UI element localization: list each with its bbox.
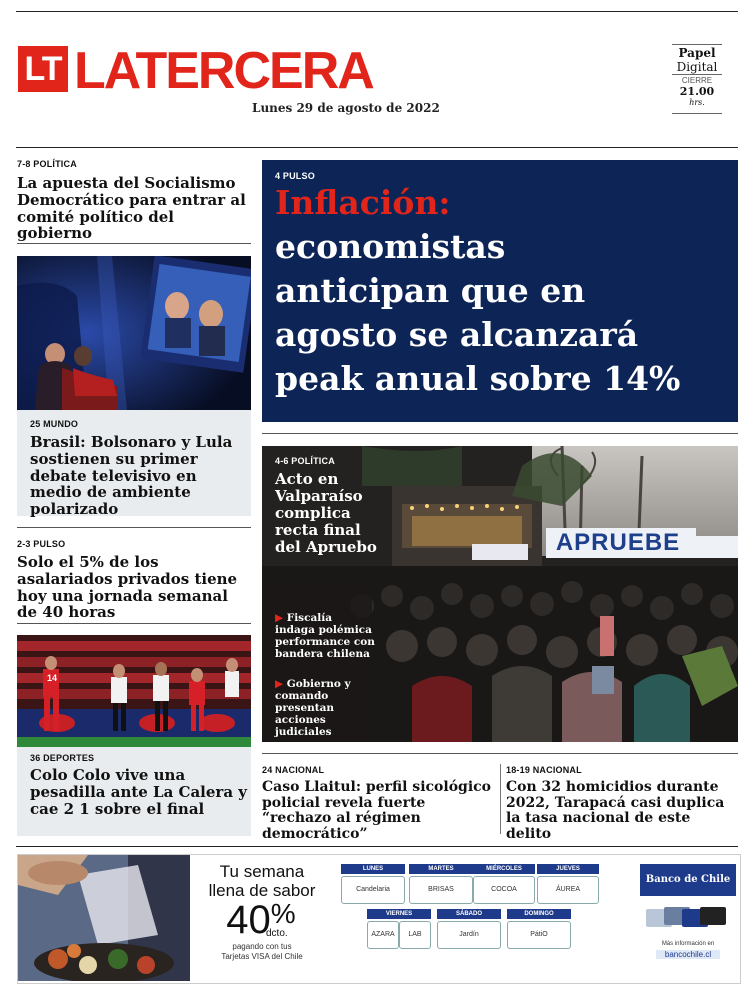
bottom-story2-section: 18-19 NACIONAL [506,765,582,775]
story4-section: 36 DEPORTES [30,753,95,763]
bottom-story1-section: 24 NACIONAL [262,765,325,775]
ad-day-lunes: LUNES [341,864,405,874]
bullet-text: Gobierno y comando presentan acciones judiciales [275,678,351,739]
ad-sponsor: AZARA [367,921,399,949]
ad-percent: 40 [226,898,271,942]
lead-headline-line: peak anual sobre 14% [275,359,681,398]
story4-headline[interactable]: Colo Colo vive una pesadilla ante La Calera y cae 2 1 sobre el final [30,766,247,818]
ad-day-martes: MARTES [409,864,473,874]
ad-sponsor: PátiO [507,921,571,949]
logo-box-text: LT [24,50,62,88]
ad-title-2: llena de sabor [208,881,316,900]
photo-story-headline-line: recta final [275,521,361,539]
story1-headline[interactable]: La apuesta del Socialismo Democrático para entrar al comité político del gobierno [17,174,246,243]
story1-section: 7-8 POLÍTICA [17,159,77,169]
cierre-label: CIERRE [681,76,713,85]
photo-story-headline[interactable] [275,471,377,556]
ad-day-miercoles: MIÉRCOLES [473,864,535,874]
bottom-story1-headline[interactable]: Caso Llaitul: perfil sicológico policial revela fuerte “rechazo al régimen democrático” [262,779,491,843]
ad-sponsor: LAB [399,921,431,949]
ad-pay-2: Tarjetas VISA del Chile [221,952,303,961]
ad-day-viernes: VIERNES [367,909,431,919]
photo-story-bullet-1[interactable] [275,612,375,660]
bullet-arrow-icon: ▶ [275,612,287,624]
issue-date: Lunes 29 de agosto de 2022 [252,101,440,115]
edition-digital: Digital [672,60,722,75]
ad-sponsor: BRISAS [409,876,473,904]
photo-story-headline-line: Valparaíso [275,487,363,505]
photo-story-bullet-2[interactable] [275,678,385,738]
lead-kicker: Inflación: [275,183,451,222]
photo-story-headline-line: Acto en [275,470,339,488]
photo-story-headline-line: del Apruebo [275,538,377,556]
ad-day-jueves: JUEVES [537,864,599,874]
photo-story-headline-line: complica [275,504,351,522]
bank-more-info: Más información en [661,941,715,947]
story2-headline[interactable]: Brasil: Bolsonaro y Lula sostienen su primer debate televisivo en medio de ambiente polarizado [30,433,233,519]
ad-percent-sign: % [270,898,296,929]
ad-sponsor: Candelaria [341,876,405,904]
lead-headline[interactable] [275,225,680,401]
bank-logo: Banco de Chile [640,864,736,896]
rally-banner: APRUEBE [555,529,681,556]
bank-url[interactable]: bancochile.cl [656,950,720,959]
ad-day-domingo: DOMINGO [507,909,571,919]
cierre-unit: hrs. [689,98,705,107]
bullet-text: Fiscalía indaga polémica performance con bandera chilena [275,612,375,661]
edition-papel: Papel [678,46,716,60]
photo-story-section: 4-6 POLÍTICA [275,456,335,466]
bullet-arrow-icon: ▶ [275,678,287,690]
story2-section: 25 MUNDO [30,419,79,429]
ad-sponsor: ÁUREA [537,876,599,904]
story3-section: 2-3 PULSO [17,539,66,549]
ad-day-sabado: SÁBADO [437,909,501,919]
ad-sponsor: COCOA [473,876,535,904]
ad-sponsor: Jardín [437,921,501,949]
debate-photo [17,256,251,410]
bank-cards [642,903,734,937]
football-photo [17,635,251,747]
story3-headline[interactable]: Solo el 5% de los asalariados privados tiene hoy una jornada semanal de 40 horas [17,553,238,622]
logo-text: LATERCERA [74,42,373,100]
jersey-number: 14 [46,673,57,683]
lead-headline-line: agosto se alcanzará [275,315,639,354]
lead-headline-line: anticipan que en [275,271,586,310]
ad-title-1: Tu semana [219,862,305,881]
lead-headline-line: economistas [275,227,506,266]
ad-pay-1: pagando con tus [232,942,292,951]
lead-section: 4 PULSO [275,171,315,181]
cierre-time: 21.00 [679,85,715,98]
bottom-story2-headline[interactable]: Con 32 homicidios durante 2022, Tarapacá casi duplica la tasa nacional de este delito [506,779,725,843]
edition-box [672,44,722,114]
ad-dcto: dcto. [266,928,288,939]
ad-food-photo [18,855,190,981]
ad-discount [206,898,316,942]
